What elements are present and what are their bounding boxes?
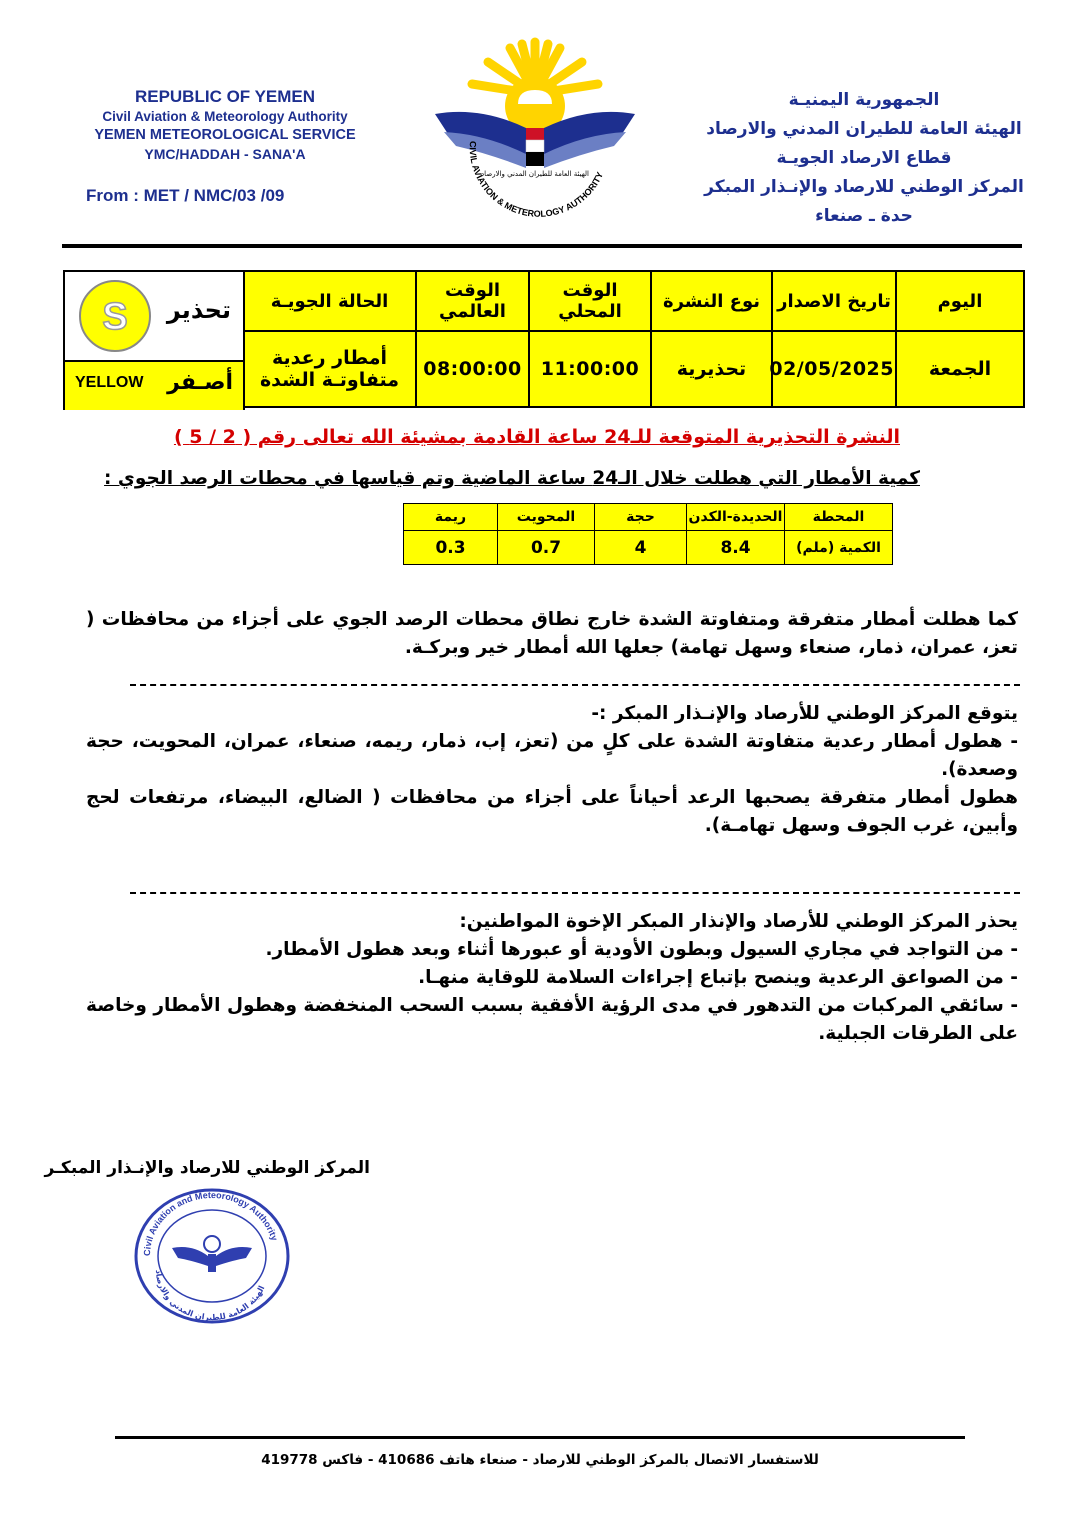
rain-header-hajjah: حجة [595, 504, 687, 531]
warning-item-1: - من التواجد في مجاري السيول وبطون الأودية أو عبورها أثناء وبعد هطول الأمطار. [265, 939, 1018, 960]
rain-value-mahwit: 0.7 [498, 531, 595, 565]
level-en: YELLOW [75, 374, 144, 391]
bulletin-title: النشرة التحذيرية المتوقعة للـ24 ساعة القادمة بمشيئة الله تعالى رقم ( 2 / 5 ) [173, 426, 900, 448]
from-reference: From : MET / NMC/03 /09 [86, 186, 285, 205]
value-utc-time: 08:00:00 [416, 331, 529, 407]
rainfall-value-row [404, 531, 893, 565]
rain-header-hodeidah: الحديدة-الكدن [687, 504, 785, 531]
header-day: اليوم [896, 271, 1024, 331]
authority-name-en: Civil Aviation & Meteorology Authority [102, 109, 348, 124]
footer-contact: للاستفسار الاتصال بالمركز الوطني للارصاد - صنعاء هاتف 410686 - فاكس 419778 [261, 1452, 819, 1468]
logo-text-ar: الهيئة العامة للطيران المدني والارصاد [481, 170, 589, 178]
warning-level-label [65, 360, 243, 410]
rain-value-hajjah: 4 [595, 531, 687, 565]
rainfall-title: كمية الأمطار التي هطلت خلال الـ24 ساعة الماضية وتم قياسها في محطات الرصد الجوي : [104, 468, 920, 489]
rain-header-mahwit: المحويت [498, 504, 595, 531]
svg-text:Civil Aviation and Meteorology: Civil Aviation and Meteorology Authority [141, 1189, 280, 1257]
footer-divider [115, 1436, 965, 1439]
sector-name-ar: قطاع الارصاد الجويـة [776, 148, 952, 168]
forecast-section [86, 700, 1018, 840]
authority-name-ar: الهيئة العامة للطيران المدني والارصاد [706, 119, 1022, 139]
level-ar: أصـفر [167, 370, 233, 395]
observed-rain-text: كما هطلت أمطار متفرقة ومتفاوتة الشدة خارج نطاق محطات الرصد الجوي على أجزاء من محافظات ( تعز، عمران، ذمار، صنعاء وسهل تهامة) جعلها الله أمطار خير وبركـة. [86, 609, 1018, 658]
rain-value-hodeidah: 8.4 [687, 531, 785, 565]
country-name-ar: الجمهورية اليمنيـة [788, 90, 940, 110]
value-local-time: 11:00:00 [529, 331, 651, 407]
dashed-divider-1 [130, 684, 1020, 686]
header-weather-condition: الحالة الجويـة [243, 271, 416, 331]
forecast-item-2: هطول أمطار متفرقة يصحبها الرعد أحياناً على أجزاء من محافظات ( الضالع، البيضاء، مرتفعات لحج وأبين، غرب الجوف وسهل تهامـة). [86, 787, 1018, 836]
warning-word: تحذير [166, 296, 231, 324]
authority-logo [430, 36, 640, 221]
rainfall-table [403, 503, 893, 565]
service-name-en: YEMEN METEOROLOGICAL SERVICE [94, 127, 356, 143]
rain-value-raymah: 0.3 [404, 531, 498, 565]
value-weather-condition: أمطار رعدية متفاوتـة الشدة [243, 331, 416, 407]
warning-intro: يحذر المركز الوطني للأرصاد والإنذار المبكر الإخوة المواطنين: [459, 911, 1018, 932]
rain-label-amount: الكمية (ملم) [785, 531, 893, 565]
location-en: YMC/HADDAH - SANA'A [144, 146, 306, 162]
warning-level-box [63, 270, 245, 410]
header-local-time: الوقت المحلي [529, 271, 651, 331]
rain-header-station: المحطة [785, 504, 893, 531]
flag-shield-icon [526, 128, 544, 166]
warning-item-2: - من الصواعق الرعدية وينصح بإتباع إجراءات السلامة للوقاية منهـا. [418, 967, 1018, 988]
rainfall-header-row [404, 504, 893, 531]
forecast-item-1: - هطول أمطار رعدية متفاوتة الشدة على كلٍ من (تعز، إب، ذمار، ريمه، صنعاء، عمران، المحويت، حجة وصعدة). [86, 731, 1018, 780]
header-utc-time: الوقت العالمي [416, 271, 529, 331]
observed-rain-paragraph [86, 606, 1018, 662]
official-stamp-icon [132, 1186, 292, 1326]
header-right-block [694, 86, 1034, 231]
signature-text: المركز الوطني للارصاد والإنـذار المبكـر [44, 1158, 370, 1178]
rain-header-raymah: ريمة [404, 504, 498, 531]
header-divider [62, 244, 1022, 248]
value-issue-date: 02/05/2025 [772, 331, 896, 407]
warning-symbol-icon [79, 280, 151, 352]
center-name-ar: المركز الوطني للارصاد والإنـذار المبكر [704, 177, 1024, 197]
value-bulletin-type: تحذيرية [651, 331, 772, 407]
citizen-warning-section [86, 908, 1018, 1048]
value-day: الجمعة [896, 331, 1024, 407]
header-left-block [60, 86, 390, 164]
location-ar: حدة ـ صنعاء [815, 206, 913, 226]
header-bulletin-type: نوع النشرة [651, 271, 772, 331]
svg-text:S: S [102, 296, 128, 338]
svg-text:الهيئة العامة للطيران المدني و: الهيئة العامة للطيران المدني والارصاد [153, 1269, 267, 1323]
dashed-divider-2 [130, 892, 1020, 894]
header-issue-date: تاريخ الاصدار [772, 271, 896, 331]
country-name-en: REPUBLIC OF YEMEN [134, 87, 316, 106]
logo-text: CIVIL AVIATION & METEROLOGY AUTHORITY [467, 140, 606, 219]
warning-item-3: - سائقي المركبات من التدهور في مدى الرؤية الأفقية بسبب السحب المنخفضة وهطول الأمطار وخاصة على الطرقات الجبلية. [86, 995, 1018, 1044]
forecast-intro: يتوقع المركز الوطني للأرصاد والإنـذار المبكر :- [591, 703, 1018, 724]
